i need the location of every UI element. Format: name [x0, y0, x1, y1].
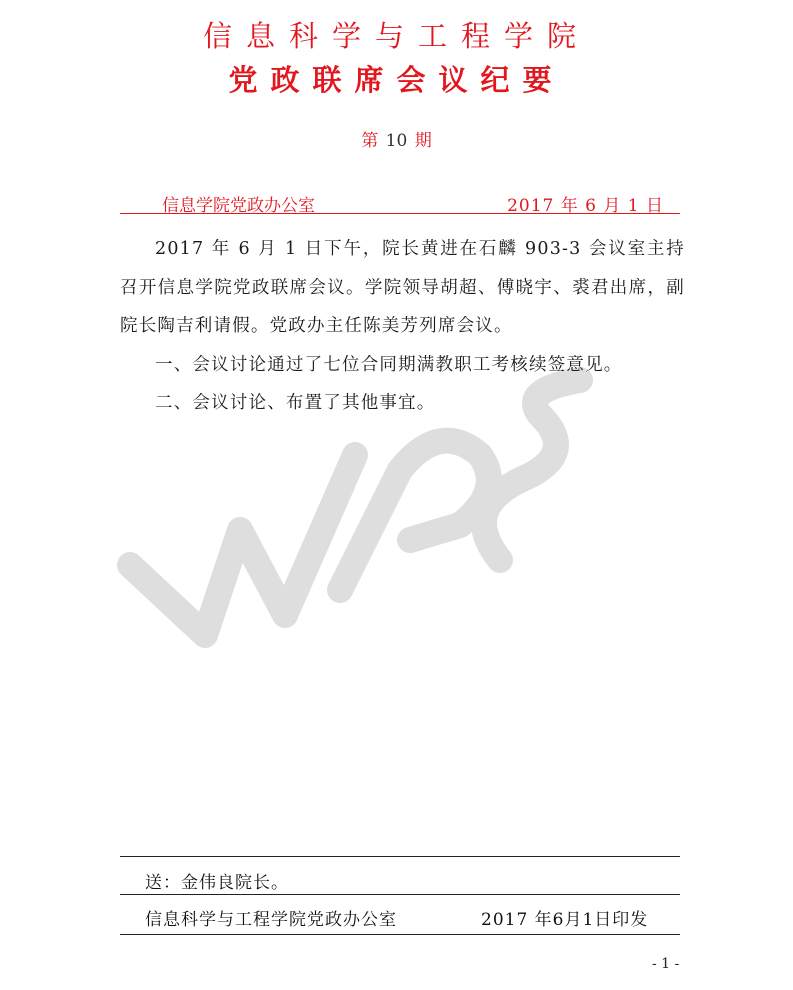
issue-suffix: 期 [414, 131, 432, 151]
issue-prefix: 第 [361, 131, 379, 151]
printing-office: 信息科学与工程学院党政办公室 [145, 910, 397, 930]
footer-rule-middle [120, 894, 680, 895]
issue-number-value: 10 [385, 131, 408, 151]
print-date: 2017 年6月1日印发 [481, 910, 649, 930]
issue-number [0, 126, 793, 151]
issuing-office-line [120, 191, 680, 214]
minutes-body [120, 230, 685, 423]
body-paragraph: 二、会议讨论、布置了其他事宜。 [155, 393, 436, 413]
footer-rule-bottom [120, 934, 680, 935]
page-number: - 1 - [652, 956, 680, 972]
cc-recipients: 送：金伟良院长。 [145, 873, 289, 893]
body-paragraph: 一、会议讨论通过了七位合同期满教职工考核续签意见。 [155, 354, 623, 375]
issuing-office: 信息学院党政办公室 [162, 196, 315, 216]
issue-date: 2017 年 6 月 1 日 [507, 196, 664, 216]
footer-rule-top [120, 856, 680, 857]
body-paragraph: 2017 年 6 月 1 日下午，院长黄进在石麟 903-3 会议室主持召开信息学院党政联席会议。学院领导胡超、傅晓宇、裘君出席，副院长陶吉利请假。党政办主任陈美芳列席会议。 [120, 239, 685, 336]
document-title: 党政联席会议纪要 [228, 63, 565, 97]
college-title: 信息科学与工程学院 [202, 19, 590, 53]
